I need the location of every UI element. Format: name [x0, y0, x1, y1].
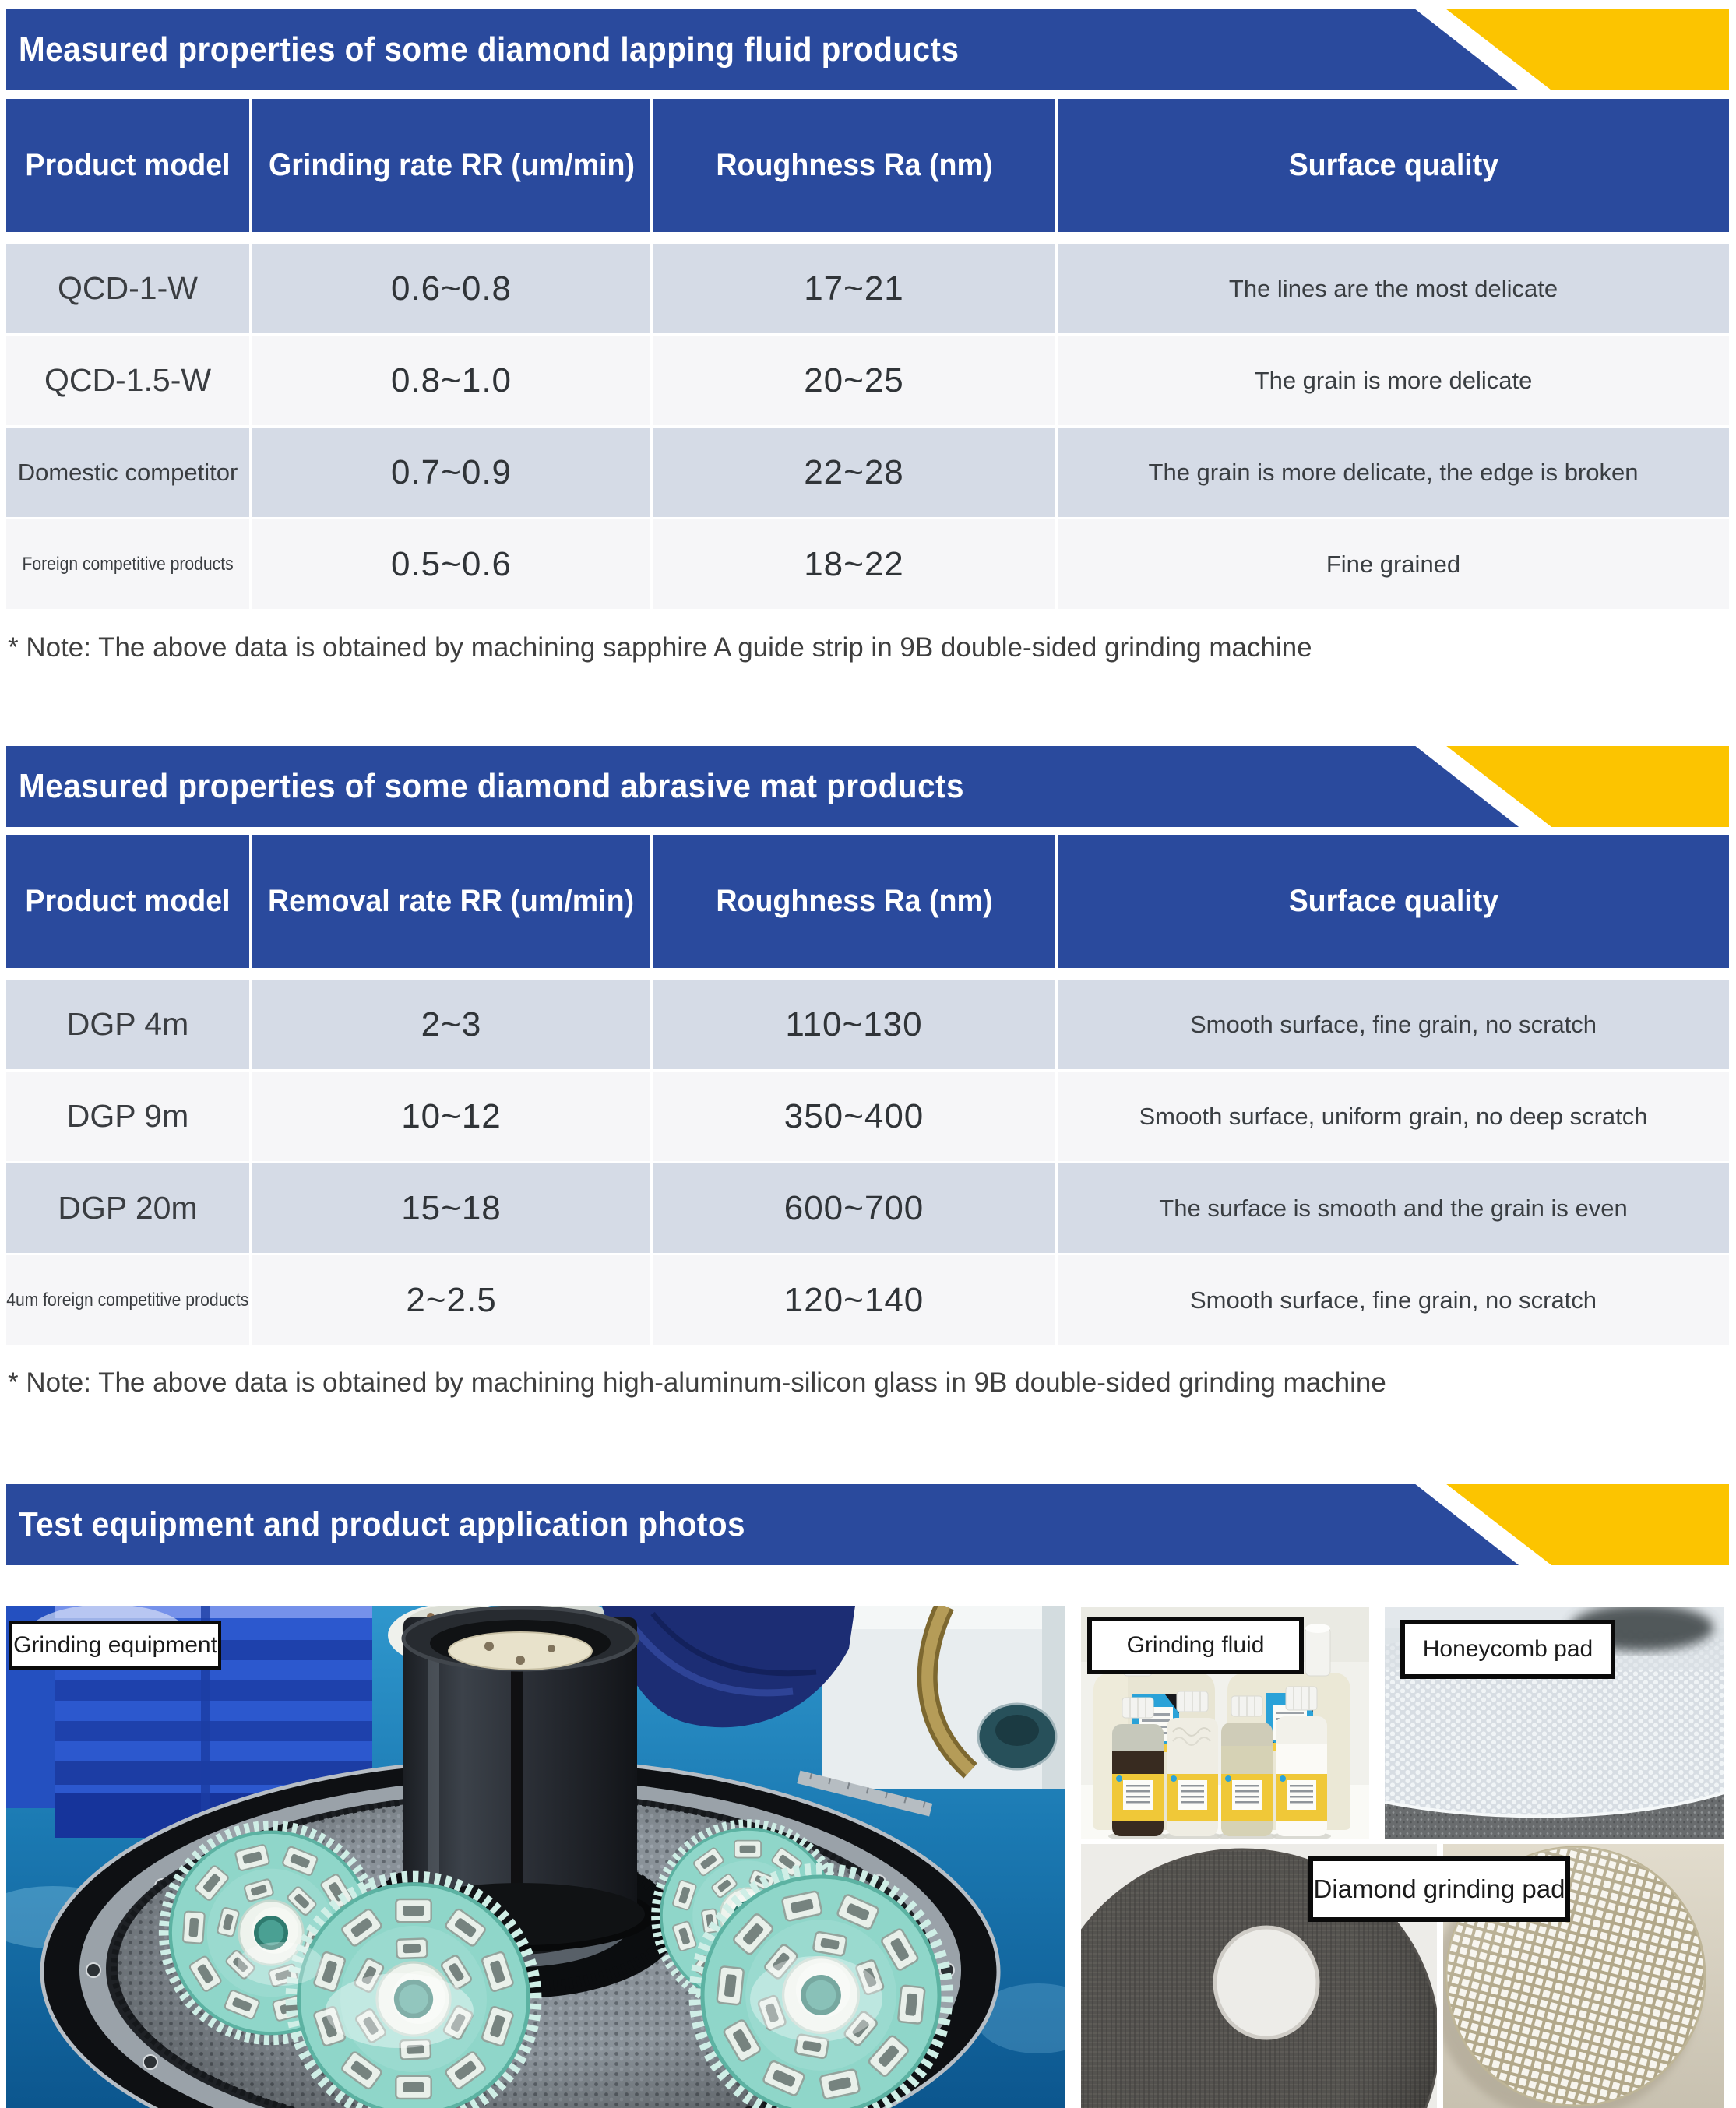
table-cell: 350~400 [653, 1072, 1055, 1161]
label-text: Grinding fluid [1126, 1632, 1265, 1658]
lapping-fluid-table-body [6, 244, 1729, 609]
section-title: Test equipment and product application photos [19, 1505, 746, 1543]
abrasive-mat-table-header [6, 835, 1729, 968]
label-text: Diamond grinding pad [1313, 1874, 1565, 1903]
header-cell: Roughness Ra (nm) [653, 99, 1055, 232]
label-diamond-grinding-pad [1308, 1856, 1570, 1922]
table-cell: DGP 9m [6, 1072, 249, 1161]
table-cell: Smooth surface, uniform grain, no deep scratch [1058, 1072, 1729, 1161]
table-cell: 600~700 [653, 1163, 1055, 1253]
label-text: Grinding equipment [13, 1632, 217, 1658]
section-banner-photos [6, 1484, 1729, 1565]
table-cell: The grain is more delicate, the edge is broken [1058, 428, 1729, 517]
label-honeycomb-pad [1400, 1620, 1615, 1679]
table-cell: Foreign competitive products [6, 519, 249, 609]
photo-grinding-equipment [6, 1606, 1065, 2108]
section-title: Measured properties of some diamond lapping fluid products [19, 30, 960, 69]
section-title: Measured properties of some diamond abrasive mat products [19, 767, 964, 805]
table-cell: Domestic competitor [6, 428, 249, 517]
section-banner-lapping-fluid [6, 9, 1729, 90]
table-cell: 0.6~0.8 [252, 244, 650, 333]
header-cell: Surface quality [1058, 99, 1729, 232]
table-cell: 2~2.5 [252, 1255, 650, 1345]
header-cell: Roughness Ra (nm) [653, 835, 1055, 968]
table-cell: 0.5~0.6 [252, 519, 650, 609]
table-cell: Smooth surface, fine grain, no scratch [1058, 1255, 1729, 1345]
table-cell: 120~140 [653, 1255, 1055, 1345]
table-cell: 15~18 [252, 1163, 650, 1253]
table-note: * Note: The above data is obtained by machining high-aluminum-silicon glass in 9B double-sided grinding machine [8, 1367, 1386, 1398]
section-banner-abrasive-mat [6, 746, 1729, 827]
table-cell: The lines are the most delicate [1058, 244, 1729, 333]
table-cell: 20~25 [653, 336, 1055, 425]
header-cell: Removal rate RR (um/min) [252, 835, 650, 968]
table-cell: The grain is more delicate [1058, 336, 1729, 425]
table-cell: 110~130 [653, 980, 1055, 1069]
table-cell: 0.7~0.9 [252, 428, 650, 517]
table-cell: 10~12 [252, 1072, 650, 1161]
table-cell: Smooth surface, fine grain, no scratch [1058, 980, 1729, 1069]
table-cell: 22~28 [653, 428, 1055, 517]
table-cell: DGP 4m [6, 980, 249, 1069]
header-cell: Product model [6, 99, 249, 232]
table-cell: DGP 20m [6, 1163, 249, 1253]
header-cell: Surface quality [1058, 835, 1729, 968]
table-cell: QCD-1-W [6, 244, 249, 333]
label-grinding-fluid [1087, 1617, 1304, 1674]
header-cell: Grinding rate RR (um/min) [252, 99, 650, 232]
table-cell: The surface is smooth and the grain is even [1058, 1163, 1729, 1253]
label-grinding-equipment [9, 1621, 221, 1670]
table-cell: 17~21 [653, 244, 1055, 333]
table-cell: 2~3 [252, 980, 650, 1069]
table-cell: 18~22 [653, 519, 1055, 609]
lapping-fluid-table-header [6, 99, 1729, 232]
label-text: Honeycomb pad [1422, 1636, 1593, 1662]
table-cell: 4um foreign competitive products [6, 1255, 249, 1345]
table-cell: QCD-1.5-W [6, 336, 249, 425]
table-note: * Note: The above data is obtained by machining sapphire A guide strip in 9B double-sided grinding machine [8, 632, 1312, 663]
table-cell: Fine grained [1058, 519, 1729, 609]
header-cell: Product model [6, 835, 249, 968]
abrasive-mat-table-body [6, 980, 1729, 1345]
table-cell: 0.8~1.0 [252, 336, 650, 425]
